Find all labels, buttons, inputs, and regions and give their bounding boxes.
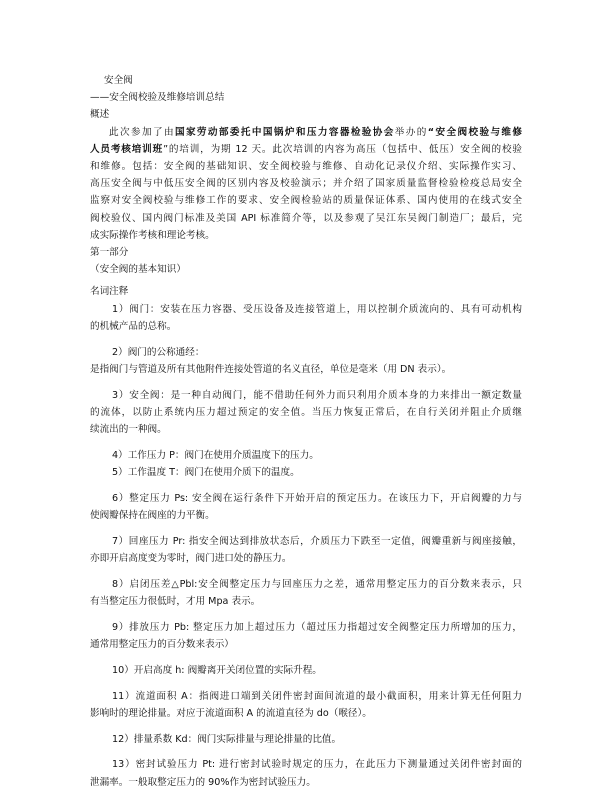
term-9-line-2: 通常用整定压力的百分数来表示）	[90, 639, 234, 651]
term-8-line-2: 有当整定压力很低时，才用 Mpa 表示。	[90, 596, 261, 608]
part-heading: 第一部分	[90, 247, 129, 259]
term-2-line-1: 2）阀门的公称通经：	[112, 346, 205, 358]
course-name: “安全阀校验与维修	[427, 126, 522, 138]
term-3-line-1: 3）安全阀：是一种自动阀门，能不借助任何外力而只利用介质本身的力来排出一额定数量	[112, 389, 522, 401]
document-body	[90, 72, 522, 791]
term-2-line-2: 是指阀门与管道及所有其他附件连接处管道的名义直径，单位是毫米（用 DN 表示）。	[90, 363, 452, 375]
overview-line-7: 成实际操作考核和理论考核。	[90, 229, 215, 241]
term-4: 4）工作压力 P：阀门在使用介质温度下的压力。	[112, 449, 319, 461]
term-6-line-2: 使阀瓣保持在阀座的力平衡。	[90, 510, 215, 522]
term-6-line-1: 6）整定压力 Ps: 安全阀在运行条件下开始开启的预定压力。在该压力下，开启阀瓣的力与	[112, 492, 522, 504]
term-3-line-2: 的流体，以防止系统内压力超过预定的安全值。当压力恢复正常后，在自行关闭并阻止介质继	[90, 406, 522, 418]
term-7-line-1: 7）回座压力 Pr: 指安全阀达到排放状态后，介质压力下跌至一定值，阀瓣重新与阀座接触，	[112, 535, 522, 547]
term-3-line-3: 续流出的一种阀。	[90, 424, 167, 436]
doc-subtitle: ——安全阀校验及维修培训总结	[90, 92, 225, 104]
overview-text: 此次参加了由	[109, 126, 175, 138]
term-9-line-1: 9）排放压力 Pb: 整定压力加上超过压力（超过压力指超过安全阀整定压力所增加的压力，	[112, 621, 522, 633]
course-name: 人员考核培训班	[90, 143, 164, 155]
part-subheading: （安全阀的基本知识）	[90, 264, 186, 276]
term-1-line-2: 的机械产品的总称。	[90, 320, 177, 332]
term-13-line-1: 13）密封试验压力 Pt: 进行密封试验时规定的压力，在此压力下测量通过关闭件密封面的	[112, 759, 522, 771]
overview-line-2	[90, 141, 522, 158]
term-13-line-2: 泄漏率。一般取整定压力的 90%作为密封试验压力。	[90, 776, 316, 788]
term-11-line-2: 影响时的理论排量。对应于流道面积 A 的流道直径为 do（喉径）。	[90, 707, 372, 719]
term-1-line-1: 1）阀门：安装在压力容器、受压设备及连接管道上，用以控制介质流向的、具有可动机构	[112, 303, 522, 315]
term-7-line-2: 亦即开启高度变为零时，阀门进口处的静压力。	[90, 553, 292, 565]
overview-line-4: 高压安全阀与中低压安全阀的区别内容及校验演示；并介绍了国家质量监督检验检疫总局安全	[90, 178, 522, 190]
term-12: 12）排量系数 Kd：阀门实际排量与理论排量的比值。	[112, 733, 342, 745]
overview-text: ”的培训，为期 12 天。此次培训的内容为高压（包括中、低压）安全阀的校验	[163, 143, 522, 155]
overview-line-5: 监察对安全阀校验与维修工作的要求、安全阀检验站的质量保证体系、国内使用的在线式安全	[90, 195, 522, 207]
overview-text: 举办的	[394, 126, 428, 138]
overview-line-6: 阀校验仪、国内阀门标准及美国 API 标准简介等，以及参观了吴江东吴阀门制造厂；最后，完	[90, 212, 522, 224]
organizer-name: 国家劳动部委托中国锅炉和压力容器检验协会	[174, 126, 395, 138]
term-8-line-1: 8）启闭压差△Pbl:安全阀整定压力与回座压力之差，通常用整定压力的百分数来表示，只	[112, 578, 522, 590]
overview-heading: 概述	[90, 109, 110, 121]
term-5: 5）工作温度 T：阀门在使用介质下的温度。	[112, 467, 300, 479]
doc-title: 安全阀	[104, 75, 133, 86]
term-10: 10）开启高度 h: 阀瓣离开关闭位置的实际升程。	[112, 664, 322, 676]
overview-line-1	[90, 124, 522, 141]
terms-heading: 名词注释	[90, 286, 129, 298]
term-11-line-1: 11）流道面积 A：指阀进口端到关闭件密封面间流道的最小截面积，用来计算无任何阻力	[112, 690, 522, 702]
overview-line-3: 和维修。包括：安全阀的基础知识、安全阀校验与维修、自动化记录仪介绍、实际操作实习、	[90, 161, 522, 173]
